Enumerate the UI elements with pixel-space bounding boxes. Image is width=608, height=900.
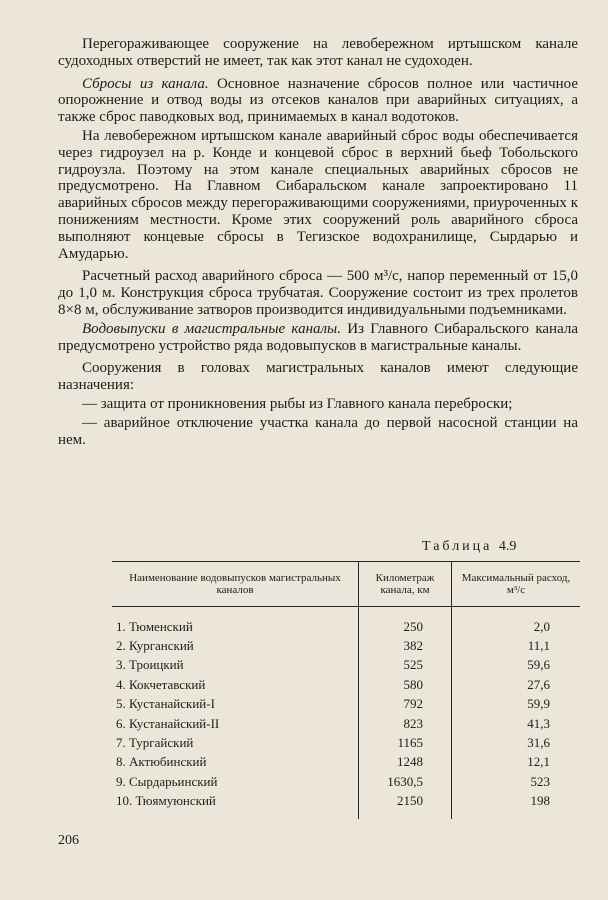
header-km: Километраж канала, км — [359, 562, 452, 607]
body-text — [58, 36, 578, 454]
spillways-text: Основное назначение сбросов полное или частичное опорожнение и отвод воды из отсеков каналов при аварийных ситуациях, а также сброс паводковых вод, принимаемых в канал водотоков. — [58, 75, 578, 126]
paragraph-emergency-discharge: На левобережном иртышском канале аварийный сброс воды обеспечивается через гидроузел на р. Конде и концевой сброс в верхний бьеф Тобольского гидроузла. Поэтому на этом канале специальных аварийных сбросов не предусмотрено. На Главном Сибаральском канале запроектировано 11 аварийных сбросов между перегораживающими сооружениями, приуроченных к понижениям местности. Кроме этих сооружений роль аварийного сброса выполняют концевые сбросы в Тегизское водохранилище, Сырдарью и Амударью. — [58, 127, 578, 262]
paragraph-design-flow: Расчетный расход аварийного сброса — 500 м³/с, напор переменный от 15,0 до 1,0 м. Конструкция сброса трубчатая. Сооружение состоит из трех пролетов 8×8 м, обслуживание затворов производится индивидуальными подъемниками. — [58, 268, 578, 318]
page-number: 206 — [58, 833, 79, 848]
paragraph-closure-structure: Перегораживающее сооружение на левобережном иртышском канале судоходных отверстий не имеет, так как этот канал не судоходен. — [58, 36, 578, 69]
table-row: 3. Троицкий 525 59,6 — [112, 656, 580, 675]
table-row: 6. Кустанайский-II 823 41,3 — [112, 714, 580, 733]
outlets-table — [112, 561, 580, 819]
table-row: 5. Кустанайский-I 792 59,9 — [112, 695, 580, 714]
table-caption-number: 4.9 — [498, 539, 517, 554]
table-row: 9. Сырдарьинский 1630,5 523 — [112, 772, 580, 791]
table-row: 10. Тюямуюнский 2150 198 — [112, 792, 580, 819]
table-header-row — [112, 562, 580, 607]
header-flow: Максимальный расход, м³/с — [452, 562, 581, 607]
outlets-text: Из Главного Сибаральского канала предусмотрено устройство ряда водовыпусков в магистральные каналы. — [58, 320, 579, 354]
paragraph-fish-protection: — защита от проникновения рыбы из Главного канала переброски; — [82, 395, 513, 412]
paragraph-purposes: Сооружения в головах магистральных каналов имеют следующие назначения: — [58, 360, 578, 394]
table-caption-label: Таблица — [422, 539, 493, 554]
paragraph-spillways — [58, 76, 578, 126]
table-row: 4. Кокчетавский 580 27,6 — [112, 675, 580, 694]
paragraph-outlets — [58, 321, 578, 355]
table-caption — [422, 539, 516, 555]
outlets-heading: Водовыпуски в магистральные каналы. — [82, 320, 341, 337]
table-spacer — [112, 607, 580, 618]
table-row: 1. Тюменский 250 2,0 — [112, 617, 580, 636]
table-row: 8. Актюбинский 1248 12,1 — [112, 753, 580, 772]
spillways-heading: Сбросы из канала. — [82, 75, 209, 92]
header-name: Наименование водовыпусков магистральных каналов — [112, 562, 359, 607]
table-row: 7. Тургайский 1165 31,6 — [112, 733, 580, 752]
paragraph-emergency-shutdown: — аварийное отключение участка канала до первой насосной станции на нем. — [58, 414, 578, 448]
table-row: 2. Курганский 382 11,1 — [112, 636, 580, 655]
